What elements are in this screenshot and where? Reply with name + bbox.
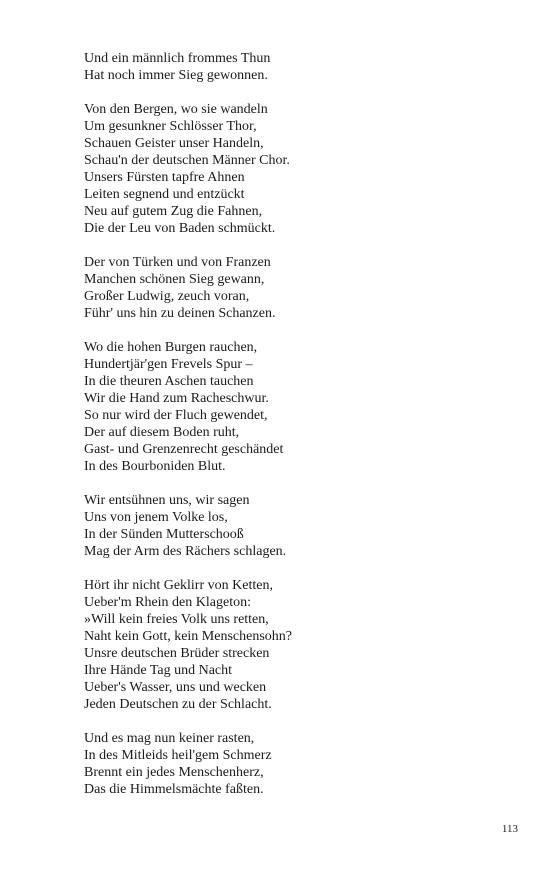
page-number: 113 — [501, 823, 518, 835]
verse-line: Unsre deutschen Brüder strecken — [84, 646, 270, 661]
verse-line: Gast- und Grenzenrecht geschändet — [84, 442, 284, 457]
verse-line: Die der Leu von Baden schmückt. — [84, 221, 276, 236]
stanza-2 — [84, 101, 524, 237]
verse-line: In des Mitleids heil'gem Schmerz — [84, 748, 272, 763]
verse-line: »Will kein freies Volk uns retten, — [84, 612, 269, 627]
verse-line: In des Bourboniden Blut. — [84, 459, 226, 474]
verse-line: Uns von jenem Volke los, — [84, 510, 228, 525]
verse-line: Naht kein Gott, kein Menschensohn? — [84, 629, 293, 644]
verse-line: Schau'n der deutschen Männer Chor. — [84, 153, 290, 168]
verse-line: Hundertjär'gen Frevels Spur – — [84, 357, 253, 372]
verse-line: Ihre Hände Tag und Nacht — [84, 663, 233, 678]
verse-line: Der auf diesem Boden ruht, — [84, 425, 240, 440]
verse-line: Ueber'm Rhein den Klageton: — [84, 595, 251, 610]
verse-line: Neu auf gutem Zug die Fahnen, — [84, 204, 263, 219]
verse-line: Unsers Fürsten tapfre Ahnen — [84, 170, 245, 185]
verse-line: Das die Himmelsmächte faßten. — [84, 782, 264, 797]
verse-line: Wir die Hand zum Racheschwur. — [84, 391, 269, 406]
stanza-6 — [84, 577, 524, 713]
stanza-4 — [84, 339, 524, 475]
verse-line: Hat noch immer Sieg gewonnen. — [84, 68, 268, 83]
stanza-5 — [84, 492, 524, 560]
verse-line: Wo die hohen Burgen rauchen, — [84, 340, 258, 355]
stanza-1 — [84, 50, 524, 84]
verse-line: Manchen schönen Sieg gewann, — [84, 272, 265, 287]
verse-line: Hört ihr nicht Geklirr von Ketten, — [84, 578, 273, 593]
verse-line: Mag der Arm des Rächers schlagen. — [84, 544, 287, 559]
verse-line: Von den Bergen, wo sie wandeln — [84, 102, 268, 117]
verse-line: Führ' uns hin zu deinen Schanzen. — [84, 306, 276, 321]
verse-line: So nur wird der Fluch gewendet, — [84, 408, 268, 423]
verse-line: Schauen Geister unser Handeln, — [84, 136, 264, 151]
verse-line: In die theuren Aschen tauchen — [84, 374, 254, 389]
verse-line: Der von Türken und von Franzen — [84, 255, 271, 270]
stanza-7 — [84, 730, 524, 798]
poem-body — [84, 50, 524, 815]
verse-line: Und es mag nun keiner rasten, — [84, 731, 255, 746]
verse-line: Großer Ludwig, zeuch voran, — [84, 289, 250, 304]
stanza-3 — [84, 254, 524, 322]
verse-line: Um gesunkner Schlösser Thor, — [84, 119, 257, 134]
verse-line: Jeden Deutschen zu der Schlacht. — [84, 697, 272, 712]
verse-line: Leiten segnend und entzückt — [84, 187, 245, 202]
verse-line: Ueber's Wasser, uns und wecken — [84, 680, 267, 695]
verse-line: Brennt ein jedes Menschenherz, — [84, 765, 264, 780]
verse-line: Und ein männlich frommes Thun — [84, 51, 271, 66]
verse-line: In der Sünden Mutterschooß — [84, 527, 244, 542]
verse-line: Wir entsühnen uns, wir sagen — [84, 493, 250, 508]
